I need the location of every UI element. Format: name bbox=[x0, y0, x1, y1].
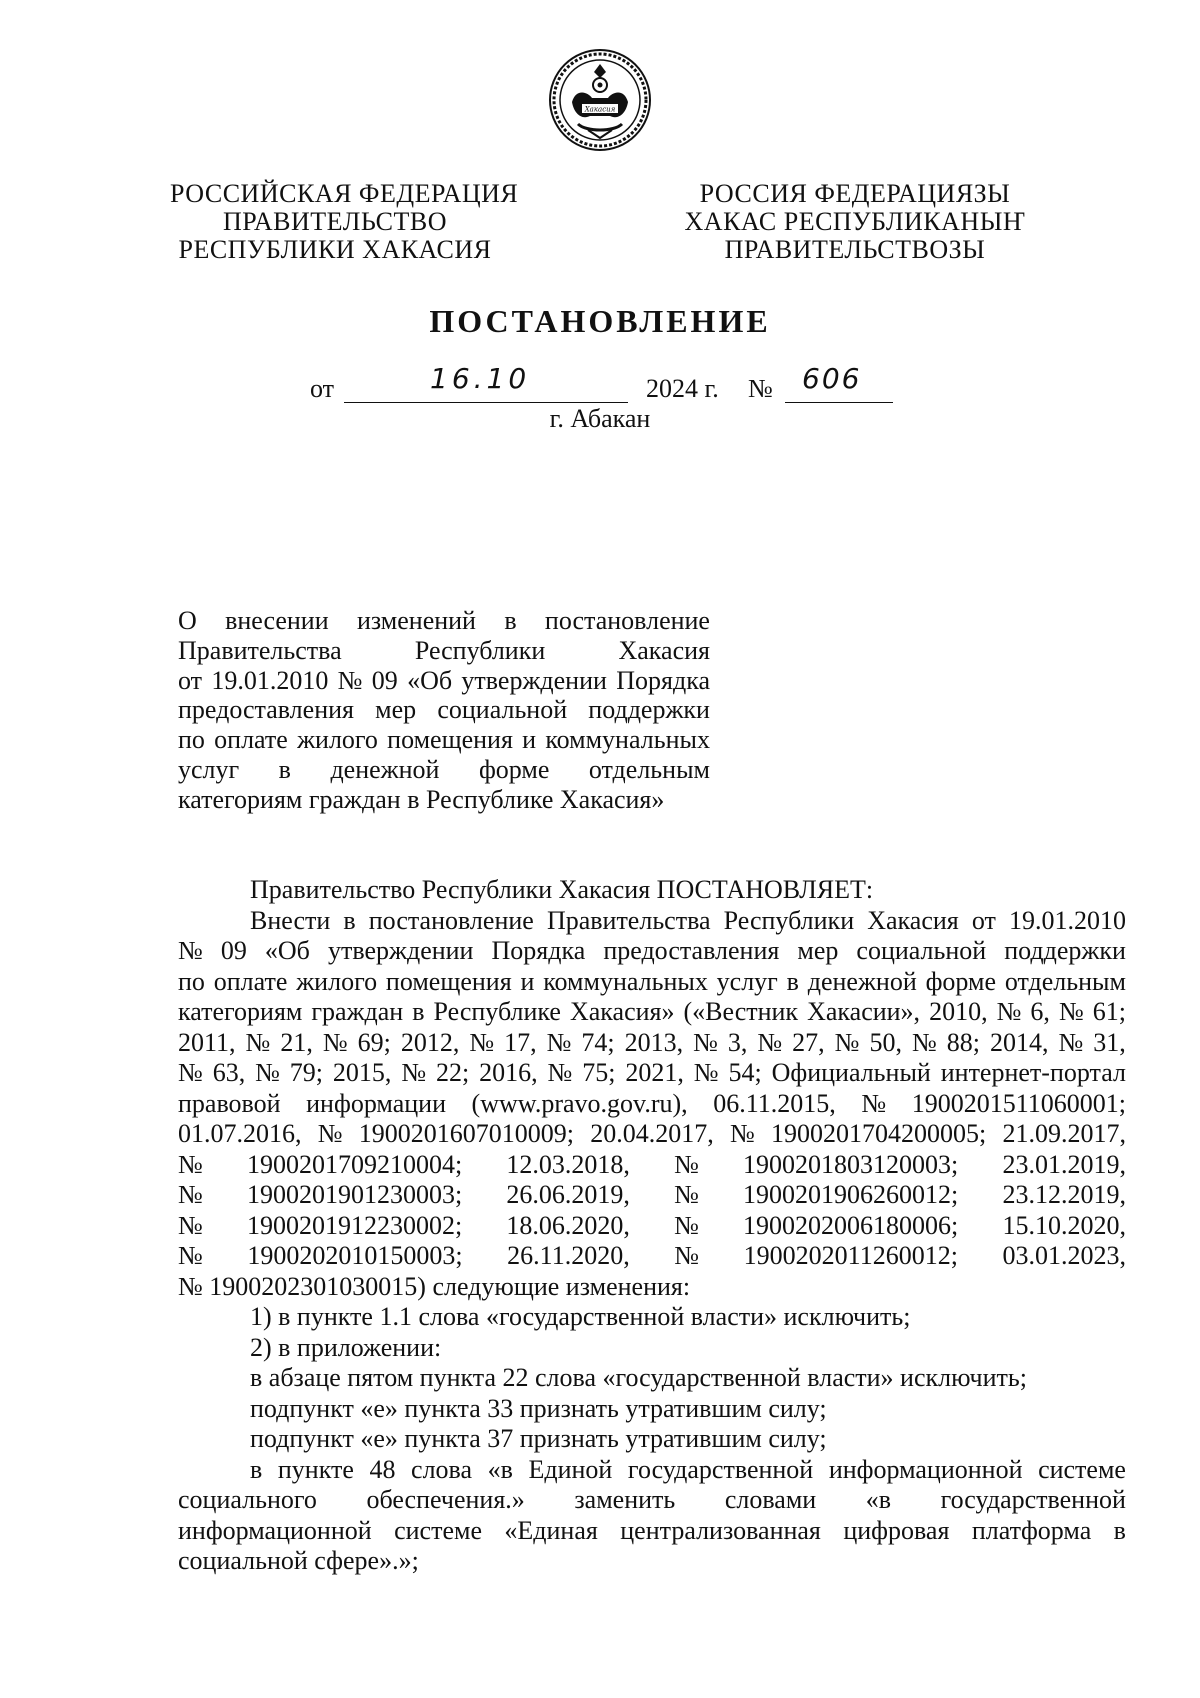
body-line: в абзаце пятом пункта 22 слова «государственной власти» исключить; bbox=[250, 1363, 1027, 1392]
body-line: № 1900201709210004; 12.03.2018, № 1900201803120003; 23.01.2019, bbox=[178, 1149, 1126, 1179]
body-line: в пункте 48 слова «в Единой государственной информационной системе bbox=[250, 1454, 1126, 1484]
body-line: № 63, № 79; 2015, № 22; 2016, № 75; 2021, № 54; Официальный интернет-портал bbox=[178, 1058, 1126, 1087]
emblem-inscription: Хакасия bbox=[584, 105, 616, 114]
date-line bbox=[0, 362, 1200, 406]
header-right bbox=[680, 180, 1030, 264]
body-line: 01.07.2016, № 1900201607010009; 20.04.2017, № 1900201704200005; 21.09.2017, bbox=[178, 1119, 1126, 1148]
body-line: № 1900202010150003; 26.11.2020, № 1900202011260012; 03.01.2023, bbox=[178, 1241, 1126, 1270]
subject-line: О внесении изменений в постановление bbox=[178, 606, 710, 635]
header-left-line: РЕСПУБЛИКИ ХАКАСИЯ bbox=[178, 235, 492, 264]
document-body bbox=[178, 875, 1126, 1577]
header-left-line: РОССИЙСКАЯ ФЕДЕРАЦИЯ bbox=[170, 179, 519, 208]
body-line: по оплате жилого помещения и коммунальных услуг в денежной форме отдельным bbox=[178, 966, 1126, 996]
body-line: Внести в постановление Правительства Республики Хакасия от 19.01.2010 bbox=[250, 905, 1126, 935]
header-left bbox=[170, 179, 519, 264]
body-line: социальной сфере».»; bbox=[178, 1546, 419, 1575]
header-right-line: ХАКАС РЕСПУБЛИКАНЫҤ bbox=[684, 207, 1026, 236]
subject-line: услуг в денежной форме отдельным bbox=[178, 754, 710, 784]
subject-line: по оплате жилого помещения и коммунальных bbox=[178, 725, 710, 755]
document-title: ПОСТАНОВЛЕНИЕ bbox=[429, 303, 771, 339]
date-prefix: от bbox=[310, 374, 335, 403]
subject-line: предоставления мер социальной поддержки bbox=[178, 695, 710, 725]
handwritten-number: 606 bbox=[802, 362, 862, 395]
body-line: подпункт «е» пункта 33 признать утратившим силу; bbox=[250, 1393, 827, 1423]
khakassia-coat-of-arms-icon bbox=[548, 48, 652, 152]
body-line: 2011, № 21, № 69; 2012, № 17, № 74; 2013, № 3, № 27, № 50, № 88; 2014, № 31, bbox=[178, 1027, 1126, 1057]
date-underline bbox=[344, 402, 628, 403]
header-left-line: ПРАВИТЕЛЬСТВО bbox=[223, 207, 447, 236]
document-subject bbox=[178, 606, 710, 815]
body-line: 2) в приложении: bbox=[250, 1332, 442, 1362]
subject-line: категориям граждан в Республике Хакасия» bbox=[178, 784, 665, 814]
body-line: подпункт «е» пункта 37 признать утратившим силу; bbox=[250, 1424, 827, 1453]
handwritten-date: 16.10 bbox=[430, 362, 531, 395]
body-line: 1) в пункте 1.1 слова «государственной власти» исключить; bbox=[250, 1302, 911, 1331]
body-line: правовой информации (www.pravo.gov.ru), 06.11.2015, № 1900201511060001; bbox=[178, 1088, 1126, 1118]
body-line: информационной системе «Единая централизованная цифровая платформа в bbox=[178, 1515, 1126, 1545]
number-label: № bbox=[748, 374, 773, 403]
body-line: № 09 «Об утверждении Порядка предоставления мер социальной поддержки bbox=[178, 936, 1126, 965]
subject-line: Правительства Республики Хакасия bbox=[178, 635, 710, 665]
body-line: № 1900201901230003; 26.06.2019, № 1900201906260012; 23.12.2019, bbox=[178, 1180, 1126, 1209]
body-line: Правительство Республики Хакасия ПОСТАНОВЛЯЕТ: bbox=[250, 875, 874, 904]
body-line: № 1900202301030015) следующие изменения: bbox=[178, 1271, 691, 1301]
coat-of-arms-emblem bbox=[548, 48, 652, 152]
city: г. Абакан bbox=[549, 404, 651, 433]
header-right-line: ПРАВИТЕЛЬСТВОЗЫ bbox=[724, 235, 986, 264]
subject-line: от 19.01.2010 № 09 «Об утверждении Порядка bbox=[178, 665, 710, 695]
number-underline bbox=[785, 402, 893, 403]
header-right-line: РОССИЯ ФЕДЕРАЦИЯЗЫ bbox=[699, 179, 1011, 208]
body-line: категориям граждан в Республике Хакасия» («Вестник Хакасии», 2010, № 6, № 61; bbox=[178, 997, 1126, 1026]
body-line: № 1900201912230002; 18.06.2020, № 1900202006180006; 15.10.2020, bbox=[178, 1210, 1126, 1240]
date-year: 2024 г. bbox=[646, 374, 719, 403]
body-line: социального обеспечения.» заменить словами «в государственной bbox=[178, 1485, 1126, 1514]
